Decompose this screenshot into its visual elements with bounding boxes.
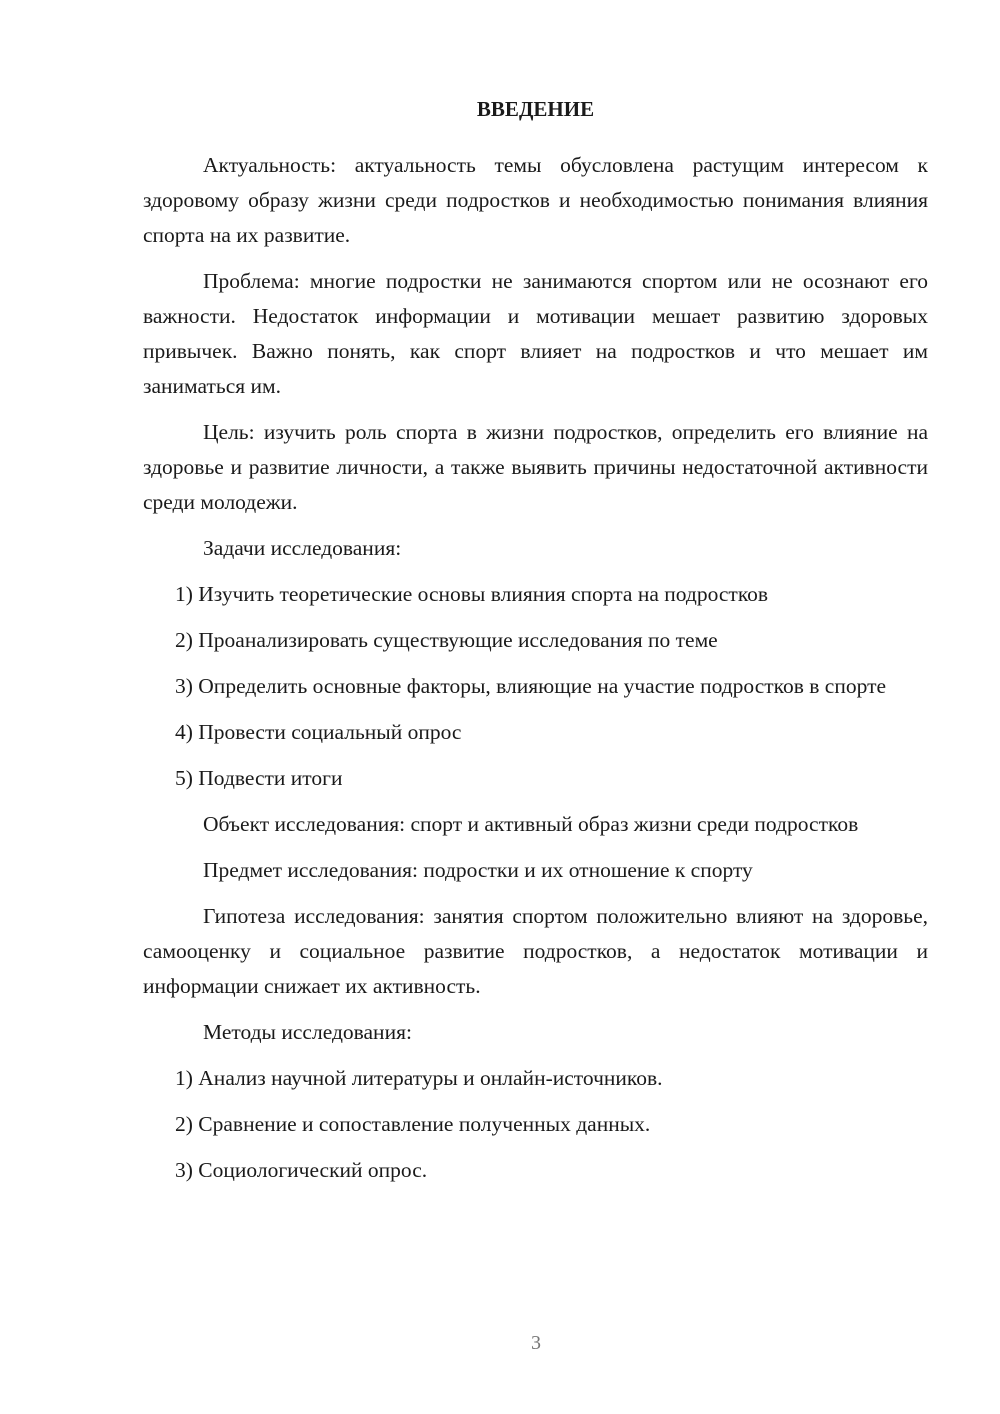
method-item: 3) Социологический опрос.	[175, 1158, 428, 1182]
task-item: 4) Провести социальный опрос	[175, 720, 462, 744]
task-item: 5) Подвести итоги	[175, 766, 343, 790]
method-item: 1) Анализ научной литературы и онлайн-источников.	[175, 1066, 663, 1090]
problem-paragraph: Проблема: многие подростки не занимаются спортом или не осознают его важности. Недостаток информации и мотивации мешает развитию здоровых привычек. Важно понять, как спорт влияет на подростков и что мешает им заниматься им.	[143, 269, 928, 398]
tasks-heading: Задачи исследования:	[203, 536, 402, 560]
task-item: 2) Проанализировать существующие исследования по теме	[175, 628, 718, 652]
relevance-paragraph: Актуальность: актуальность темы обусловлена растущим интересом к здоровому образу жизни среди подростков и необходимостью понимания влияния спорта на их развитие.	[143, 153, 928, 247]
document-page	[143, 92, 928, 1199]
page-number: 3	[531, 1332, 541, 1354]
section-title: ВВЕДЕНИЕ	[476, 97, 595, 121]
task-item: 1) Изучить теоретические основы влияния спорта на подростков	[175, 582, 769, 606]
method-item: 2) Сравнение и сопоставление полученных данных.	[175, 1112, 651, 1136]
methods-heading: Методы исследования:	[203, 1020, 412, 1044]
goal-paragraph: Цель: изучить роль спорта в жизни подростков, определить его влияние на здоровье и развитие личности, а также выявить причины недостаточной активности среди молодежи.	[143, 420, 928, 514]
subject-paragraph: Предмет исследования: подростки и их отношение к спорту	[203, 858, 753, 882]
task-item: 3) Определить основные факторы, влияющие на участие подростков в спорте	[175, 674, 887, 698]
hypothesis-paragraph: Гипотеза исследования: занятия спортом положительно влияют на здоровье, самооценку и социальное развитие подростков, а недостаток мотивации и информации снижает их активность.	[143, 904, 928, 998]
object-paragraph: Объект исследования: спорт и активный образ жизни среди подростков	[203, 812, 859, 836]
